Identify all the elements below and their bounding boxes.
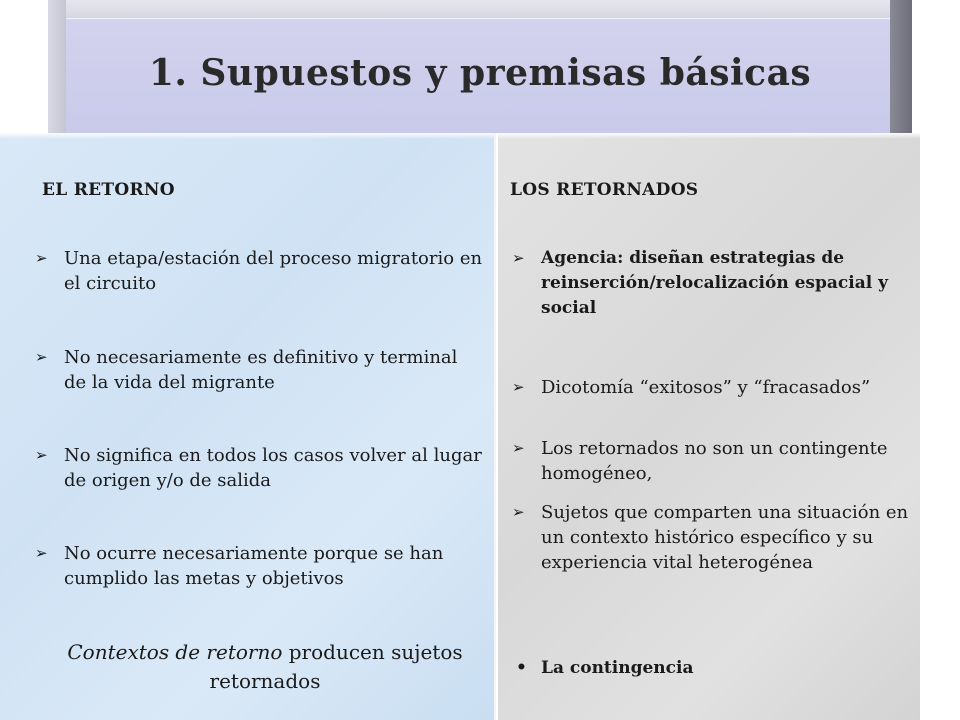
left-bullet-list — [33, 345, 483, 395]
arrow-bullet-icon: ➢ — [35, 446, 48, 464]
title-bevel-top — [48, 0, 912, 18]
arrow-bullet-icon: ➢ — [35, 348, 48, 366]
right-list-item-text: Los retornados no son un contingente homogéneo, — [541, 438, 888, 484]
right-list-item-text: Dicotomía “exitosos” y “fracasados” — [541, 377, 871, 398]
right-bullet-list — [510, 246, 910, 321]
left-list-item-text: No necesariamente es definitivo y terminal de la vida del migrante — [64, 347, 458, 393]
left-bullet-list — [33, 443, 483, 493]
left-list-item — [33, 246, 483, 296]
left-list-item — [33, 443, 483, 493]
right-list-item — [510, 246, 910, 321]
left-list-item-text: No significa en todos los casos volver al lugar de origen y/o de salida — [64, 445, 482, 491]
right-panel-highlight — [498, 133, 920, 139]
left-panel — [0, 133, 496, 720]
left-bullet-list — [33, 246, 483, 296]
right-bullet-list — [510, 656, 910, 681]
left-list-item — [33, 345, 483, 395]
right-panel — [498, 133, 920, 720]
left-panel-highlight — [0, 133, 494, 139]
right-bullet-list — [510, 436, 910, 486]
conclusion-rest: producen sujetos retornados — [209, 640, 463, 693]
left-bullet-list — [33, 541, 483, 591]
conclusion-emphasis: Contextos de retorno — [67, 640, 283, 664]
round-bullet-icon: • — [516, 658, 527, 678]
right-gutter — [920, 133, 960, 720]
left-list-item-text: No ocurre necesariamente porque se han cumplido las metas y objetivos — [64, 543, 444, 589]
arrow-bullet-icon: ➢ — [512, 249, 525, 267]
arrow-bullet-icon: ➢ — [512, 439, 525, 457]
left-list-item — [33, 541, 483, 591]
right-bullet-list — [510, 375, 910, 400]
right-list-item-text: Sujetos que comparten una situación en un contexto histórico específico y su experiencia vital heterogénea — [541, 502, 909, 573]
right-list-item — [510, 375, 910, 400]
slide-title: 1. Supuestos y premisas básicas — [148, 52, 812, 94]
arrow-bullet-icon: ➢ — [512, 503, 525, 521]
right-column-heading: LOS RETORNADOS — [510, 180, 699, 200]
left-list-item-text: Una etapa/estación del proceso migratorio en el circuito — [64, 248, 483, 294]
arrow-bullet-icon: ➢ — [35, 249, 48, 267]
right-list-item-text: La contingencia — [541, 658, 694, 678]
right-list-item — [510, 500, 910, 575]
left-column-heading: EL RETORNO — [42, 180, 175, 200]
right-list-item — [510, 436, 910, 486]
arrow-bullet-icon: ➢ — [512, 378, 525, 396]
left-conclusion — [40, 638, 490, 696]
right-list-item-text: Agencia: diseñan estrategias de reinserción/relocalización espacial y social — [541, 248, 888, 318]
right-list-item-last — [510, 656, 910, 681]
right-bullet-list — [510, 500, 910, 575]
arrow-bullet-icon: ➢ — [35, 544, 48, 562]
